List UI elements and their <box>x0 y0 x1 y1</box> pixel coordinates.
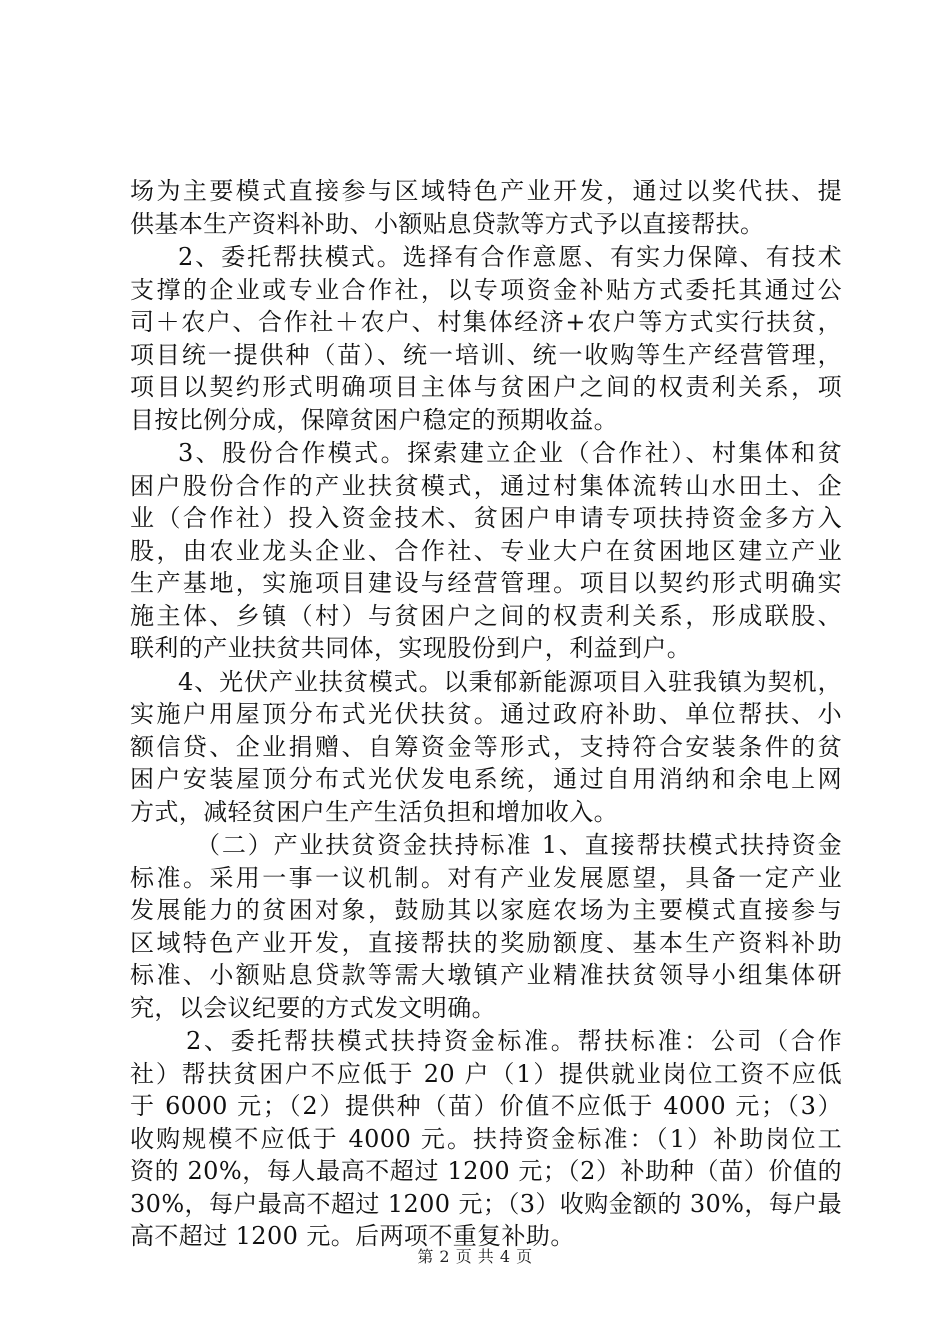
text-line: 标准、小额贴息贷款等需大墩镇产业精准扶贫领导小组集体研 <box>130 961 842 989</box>
text-line: 区域特色产业开发，直接帮扶的奖励额度、基本生产资料补助 <box>130 928 842 957</box>
text-line: 供基本生产资料补助、小额贴息贷款等方式予以直接帮扶。 <box>130 209 765 238</box>
paragraph <box>130 829 842 1024</box>
text-line: 实施户用屋顶分布式光伏扶贫。通过政府补助、单位帮扶、小 <box>130 700 842 728</box>
text-line: 于 6000 元；（2）提供种（苗）价值不应低于 4000 元；（3） <box>130 1092 842 1120</box>
paragraph <box>130 1025 842 1253</box>
text-line: 究，以会议纪要的方式发文明确。 <box>130 993 496 1022</box>
text-line: （二）产业扶贫资金扶持标准 1、直接帮扶模式扶持资金 <box>196 831 842 859</box>
text-line: 施主体、乡镇（村）与贫困户之间的权责利关系，形成联股、 <box>130 601 842 630</box>
text-line: 额信贷、企业捐赠、自筹资金等形式，支持符合安装条件的贫 <box>130 732 842 761</box>
text-line: 3、股份合作模式。探索建立企业（合作社）、村集体和贫 <box>178 439 842 467</box>
document-body <box>130 175 842 1253</box>
paragraph <box>130 241 842 436</box>
paragraph <box>130 437 842 665</box>
text-line: 困户股份合作的产业扶贫模式，通过村集体流转山水田土、企 <box>130 471 842 500</box>
text-line: 方式，减轻贫困户生产生活负担和增加收入。 <box>130 797 618 826</box>
text-line: 高不超过 1200 元。后两项不重复补助。 <box>130 1222 575 1250</box>
text-line: 2、委托帮扶模式扶持资金标准。帮扶标准：公司（合作 <box>186 1027 842 1055</box>
text-line: 业（合作社）投入资金技术、贫困户申请专项扶持资金多方入 <box>130 504 842 532</box>
text-line: 困户安装屋顶分布式光伏发电系统，通过自用消纳和余电上网 <box>130 765 842 793</box>
text-line: 2、委托帮扶模式。选择有合作意愿、有实力保障、有技术 <box>178 243 842 271</box>
text-line: 司＋农户、合作社＋农户、村集体经济+农户等方式实行扶贫， <box>130 308 842 336</box>
text-line: 支撑的企业或专业合作社，以专项资金补贴方式委托其通过公 <box>130 275 842 304</box>
paragraph <box>130 666 842 829</box>
paragraph <box>130 175 842 240</box>
text-line: 资的 20%，每人最高不超过 1200 元；（2）补助种（苗）价值的 <box>130 1157 842 1185</box>
text-line: 项目统一提供种（苗）、统一培训、统一收购等生产经营管理， <box>130 340 842 369</box>
text-line: 发展能力的贫困对象，鼓励其以家庭农场为主要模式直接参与 <box>130 896 842 924</box>
page-number-footer: 第 2 页 共 4 页 <box>417 1247 533 1266</box>
text-line: 场为主要模式直接参与区域特色产业开发，通过以奖代扶、提 <box>130 177 842 205</box>
text-line: 生产基地，实施项目建设与经营管理。项目以契约形式明确实 <box>130 569 842 597</box>
text-line: 项目以契约形式明确项目主体与贫困户之间的权责利关系，项 <box>130 373 842 401</box>
text-line: 30%，每户最高不超过 1200 元；（3）收购金额的 30%，每户最 <box>130 1189 842 1218</box>
text-line: 联利的产业扶贫共同体，实现股份到户，利益到户。 <box>130 634 692 662</box>
text-line: 社）帮扶贫困户不应低于 20 户（1）提供就业岗位工资不应低 <box>130 1059 842 1088</box>
text-line: 4、光伏产业扶贫模式。以秉郁新能源项目入驻我镇为契机， <box>178 667 842 696</box>
text-line: 股，由农业龙头企业、合作社、专业大户在贫困地区建立产业 <box>130 536 842 565</box>
text-line: 收购规模不应低于 4000 元。扶持资金标准：（1）补助岗位工 <box>130 1124 842 1153</box>
text-line: 标准。采用一事一议机制。对有产业发展愿望，具备一定产业 <box>130 863 842 892</box>
text-line: 目按比例分成，保障贫困户稳定的预期收益。 <box>130 405 618 434</box>
